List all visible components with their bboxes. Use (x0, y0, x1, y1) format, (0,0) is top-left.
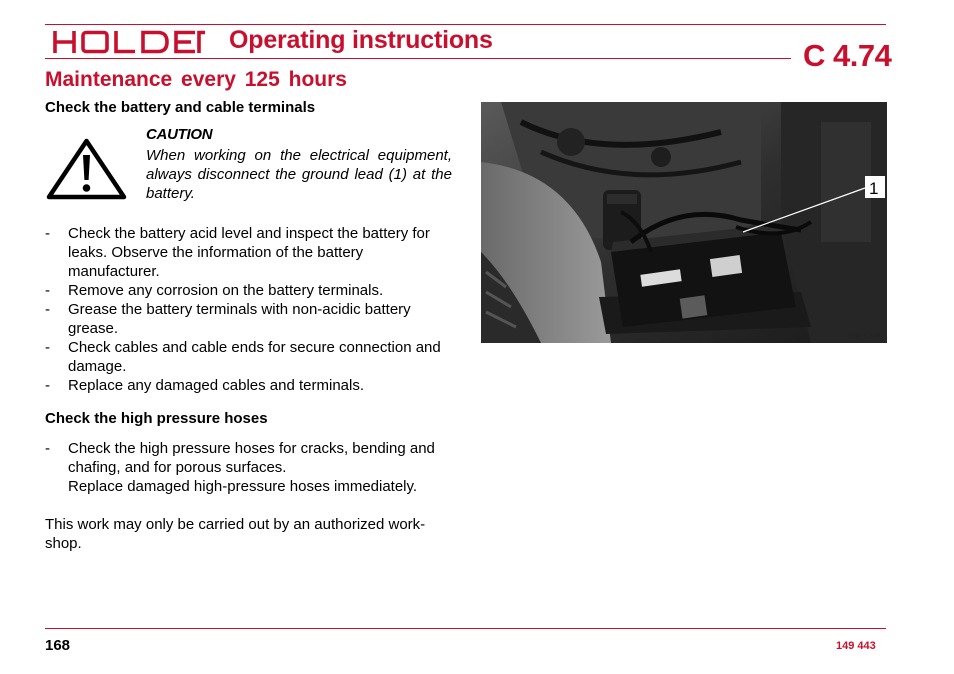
photo-credit: Bild_C246 (848, 333, 881, 340)
page-number: 168 (45, 637, 71, 654)
document-number: 149 443 (836, 640, 876, 652)
footer-rule (45, 628, 886, 629)
list-item: - Check the battery acid level and inspect the battery for leaks. Observe the information of the battery manufacturer. (45, 225, 430, 280)
hoses-heading: Check the high pressure hoses (45, 410, 268, 427)
section-heading: Maintenance every 125 hours (45, 68, 347, 91)
caution-text: When working on the electrical equipment, always disconnect the ground lead (1) at the battery. (146, 147, 452, 202)
figure-callout-1: 1 (869, 179, 879, 198)
hoses-checklist (45, 439, 450, 496)
list-item: - Replace any damaged cables and terminals. (45, 377, 365, 394)
battery-heading: Check the battery and cable terminals (45, 99, 316, 116)
holder-logo (52, 29, 206, 55)
battery-checklist (45, 224, 445, 395)
caution-title: CAUTION (146, 126, 213, 143)
document-title: Operating instructions (229, 26, 493, 54)
authorization-note: This work may only be carried out by an authorized work-shop. (45, 516, 426, 552)
section-code: C 4.74 (803, 38, 892, 73)
list-item: Replace damaged high-pressure hoses immediately. (68, 478, 418, 495)
battery-photo (481, 102, 887, 343)
warning-triangle-icon (45, 137, 128, 201)
list-item: - Check the high pressure hoses for cracks, bending and chafing, and for porous surfaces. (45, 440, 435, 476)
list-item: - Remove any corrosion on the battery terminals. (45, 282, 384, 299)
header-top-rule (45, 24, 886, 25)
header-title-rule (45, 58, 791, 59)
list-item: - Check cables and cable ends for secure connection and damage. (45, 339, 441, 375)
list-item: - Grease the battery terminals with non-acidic battery grease. (45, 301, 411, 337)
